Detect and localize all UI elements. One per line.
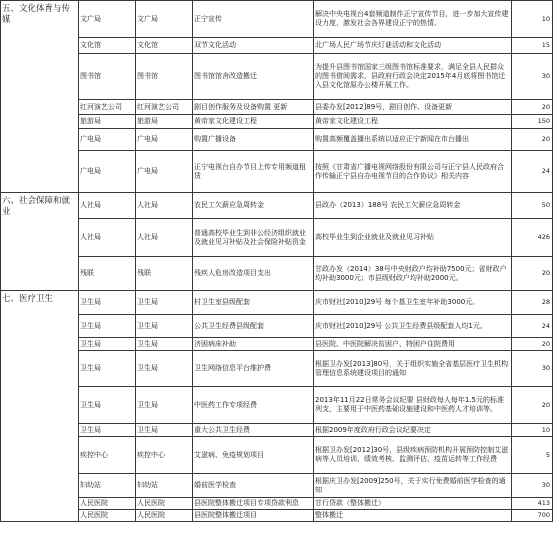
amount-cell: 20	[512, 100, 553, 115]
basis-cell: 根据庆卫办发[2009]250号，关于实行免费婚前医学检查的通知	[314, 474, 512, 498]
dept-cell: 红河演艺公司	[79, 100, 136, 115]
unit-cell: 残联	[136, 257, 193, 291]
table-row	[1, 100, 553, 115]
project-cell: 村卫生室县级配套	[193, 291, 314, 315]
dept-cell: 文化馆	[79, 38, 136, 54]
table-row	[1, 351, 553, 387]
basis-cell: 县医院、中医院解决贫困户、特困户住院费用	[314, 338, 512, 351]
amount-cell: 426	[512, 219, 553, 257]
dept-cell: 文广局	[79, 1, 136, 38]
project-cell: 中医药工作专项经费	[193, 387, 314, 424]
project-cell: 婚前医学检查	[193, 474, 314, 498]
dept-cell: 人民医院	[79, 510, 136, 522]
unit-cell: 卫生局	[136, 291, 193, 315]
amount-cell: 28	[512, 291, 553, 315]
amount-cell: 24	[512, 151, 553, 193]
project-cell: 济困病床补助	[193, 338, 314, 351]
basis-cell: 北广场人民广场节庆灯谜活动和文化活动	[314, 38, 512, 54]
project-cell: 正宁电视台自办节目上传专用频道租赁	[193, 151, 314, 193]
dept-cell: 人民医院	[79, 498, 136, 510]
basis-cell: 黄帝家文化建设工程	[314, 115, 512, 129]
basis-cell: 根据卫办发[2013]80号，关于组织实施全省基层医疗卫生机构管理信息系统建设项目的通知	[314, 351, 512, 387]
table-row	[1, 257, 553, 291]
table-row	[1, 54, 553, 100]
basis-cell: 购置高频覆盖播出系统以适应正宁新闻在市台播出	[314, 129, 512, 151]
category-cell: 七、医疗卫生	[1, 291, 79, 522]
dept-cell: 疾控中心	[79, 437, 136, 474]
amount-cell: 30	[512, 351, 553, 387]
dept-cell: 卫生局	[79, 424, 136, 437]
unit-cell: 文化馆	[136, 38, 193, 54]
unit-cell: 红河演艺公司	[136, 100, 193, 115]
basis-cell: 根据卫办发[2012]30号，县级疾病预防机构开展预防控制艾滋病等人员培训、绩效考核、监测评估、疫苗运转等工作经费	[314, 437, 512, 474]
unit-cell: 人社局	[136, 219, 193, 257]
table-row	[1, 424, 553, 437]
category-cell: 六、社会保障和就业	[1, 193, 79, 291]
amount-cell: 150	[512, 115, 553, 129]
project-cell: 重大公共卫生经费	[193, 424, 314, 437]
amount-cell: 30	[512, 474, 553, 498]
basis-cell: 根据2009年度政府行政会议纪要决定	[314, 424, 512, 437]
project-cell: 艾滋病、免疫规划项目	[193, 437, 314, 474]
table-row	[1, 1, 553, 38]
basis-cell: 县政办（2013）188号 农民工欠薪应急周转金	[314, 193, 512, 219]
amount-cell: 5	[512, 437, 553, 474]
project-cell: 普通高校毕业生到非公经济组织就业及就业见习补贴及社会保险补贴资金	[193, 219, 314, 257]
dept-cell: 卫生局	[79, 338, 136, 351]
project-cell: 公共卫生经费县级配套	[193, 315, 314, 338]
amount-cell: 24	[512, 315, 553, 338]
basis-cell: 解决中央电视台4套频道制作正宁宣传节目，进一步加大宣传建设力度，激发社会各界建设正宁的热情。	[314, 1, 512, 38]
table-row	[1, 315, 553, 338]
dept-cell: 卫生局	[79, 387, 136, 424]
unit-cell: 人民医院	[136, 498, 193, 510]
basis-cell: 2013年11月22日常务会议纪要 县财政每人每年1.5元的标准列支，主要用于中医药基础设施建设和中医药人才培训等。	[314, 387, 512, 424]
amount-cell: 413	[512, 498, 553, 510]
unit-cell: 广电局	[136, 129, 193, 151]
project-cell: 农民工欠薪应急周转金	[193, 193, 314, 219]
amount-cell: 10	[512, 1, 553, 38]
amount-cell: 15	[512, 38, 553, 54]
basis-cell: 按照《甘肃省广播电视网络股份有限公司与正宁县人民政府合作传输正宁县自办电视节目的合作协议》相关内容	[314, 151, 512, 193]
table-row	[1, 474, 553, 498]
dept-cell: 卫生局	[79, 351, 136, 387]
unit-cell: 人社局	[136, 193, 193, 219]
basis-cell: 庆市财社[2010]29号 公共卫生经费县级配套人均1元。	[314, 315, 512, 338]
basis-cell: 庆市财社[2010]29号 每个基卫生室年补助3000元。	[314, 291, 512, 315]
table-row	[1, 437, 553, 474]
project-cell: 正宁宣传	[193, 1, 314, 38]
dept-cell: 妇幼站	[79, 474, 136, 498]
dept-cell: 卫生局	[79, 315, 136, 338]
project-cell: 残疾人危房改造项目支出	[193, 257, 314, 291]
unit-cell: 卫生局	[136, 387, 193, 424]
unit-cell: 旅游局	[136, 115, 193, 129]
project-cell: 卫生网络信息平台维护费	[193, 351, 314, 387]
basis-cell: 县委办发[2012]89号，剧目创作、设备更新	[314, 100, 512, 115]
dept-cell: 图书馆	[79, 54, 136, 100]
project-cell: 购置广播设备	[193, 129, 314, 151]
amount-cell: 20	[512, 387, 553, 424]
unit-cell: 文广局	[136, 1, 193, 38]
amount-cell: 30	[512, 54, 553, 100]
unit-cell: 疾控中心	[136, 437, 193, 474]
project-cell: 县医院整体搬迁项目专项贷款利息	[193, 498, 314, 510]
dept-cell: 残联	[79, 257, 136, 291]
basis-cell: 甘政办发（2014）38号中央财政户均补助7500元；省财政户均补助3000元；市县级财政户均补助2000元。	[314, 257, 512, 291]
unit-cell: 卫生局	[136, 424, 193, 437]
table-row	[1, 38, 553, 54]
unit-cell: 卫生局	[136, 315, 193, 338]
project-cell: 县医院整体搬迁项目	[193, 510, 314, 522]
table-row	[1, 193, 553, 219]
table-row	[1, 338, 553, 351]
dept-cell: 人社局	[79, 219, 136, 257]
unit-cell: 卫生局	[136, 351, 193, 387]
dept-cell: 卫生局	[79, 291, 136, 315]
unit-cell: 图书馆	[136, 54, 193, 100]
table-row	[1, 510, 553, 522]
dept-cell: 人社局	[79, 193, 136, 219]
basis-cell: 甘行贷款（整体搬迁）	[314, 498, 512, 510]
amount-cell: 20	[512, 257, 553, 291]
table-row	[1, 219, 553, 257]
project-cell: 剧目创作服务及设备购置 更新	[193, 100, 314, 115]
basis-cell: 高校毕业生到企业就业及就业见习补贴	[314, 219, 512, 257]
amount-cell: 10	[512, 424, 553, 437]
unit-cell: 广电局	[136, 151, 193, 193]
dept-cell: 旅游局	[79, 115, 136, 129]
dept-cell: 广电局	[79, 151, 136, 193]
table-row	[1, 129, 553, 151]
table-row	[1, 498, 553, 510]
project-cell: 黄帝家文化建设工程	[193, 115, 314, 129]
amount-cell: 50	[512, 193, 553, 219]
amount-cell: 20	[512, 129, 553, 151]
amount-cell: 700	[512, 510, 553, 522]
basis-cell: 为提升县图书馆国家三级图书馆标准要求，满足全县人民群众的图书借阅需求，县政府行政会决定2015年4月底将图书馆迁入县文化馆原办公楼开展工作。	[314, 54, 512, 100]
basis-cell: 整体搬迁	[314, 510, 512, 522]
table-row	[1, 115, 553, 129]
dept-cell: 广电局	[79, 129, 136, 151]
unit-cell: 妇幼站	[136, 474, 193, 498]
table-row	[1, 387, 553, 424]
table-row	[1, 151, 553, 193]
category-cell: 五、文化体育与传媒	[1, 1, 79, 193]
amount-cell: 20	[512, 338, 553, 351]
table-row	[1, 291, 553, 315]
project-cell: 图书馆馆舍改造搬迁	[193, 54, 314, 100]
unit-cell: 卫生局	[136, 338, 193, 351]
project-cell: 双节文化活动	[193, 38, 314, 54]
unit-cell: 人民医院	[136, 510, 193, 522]
